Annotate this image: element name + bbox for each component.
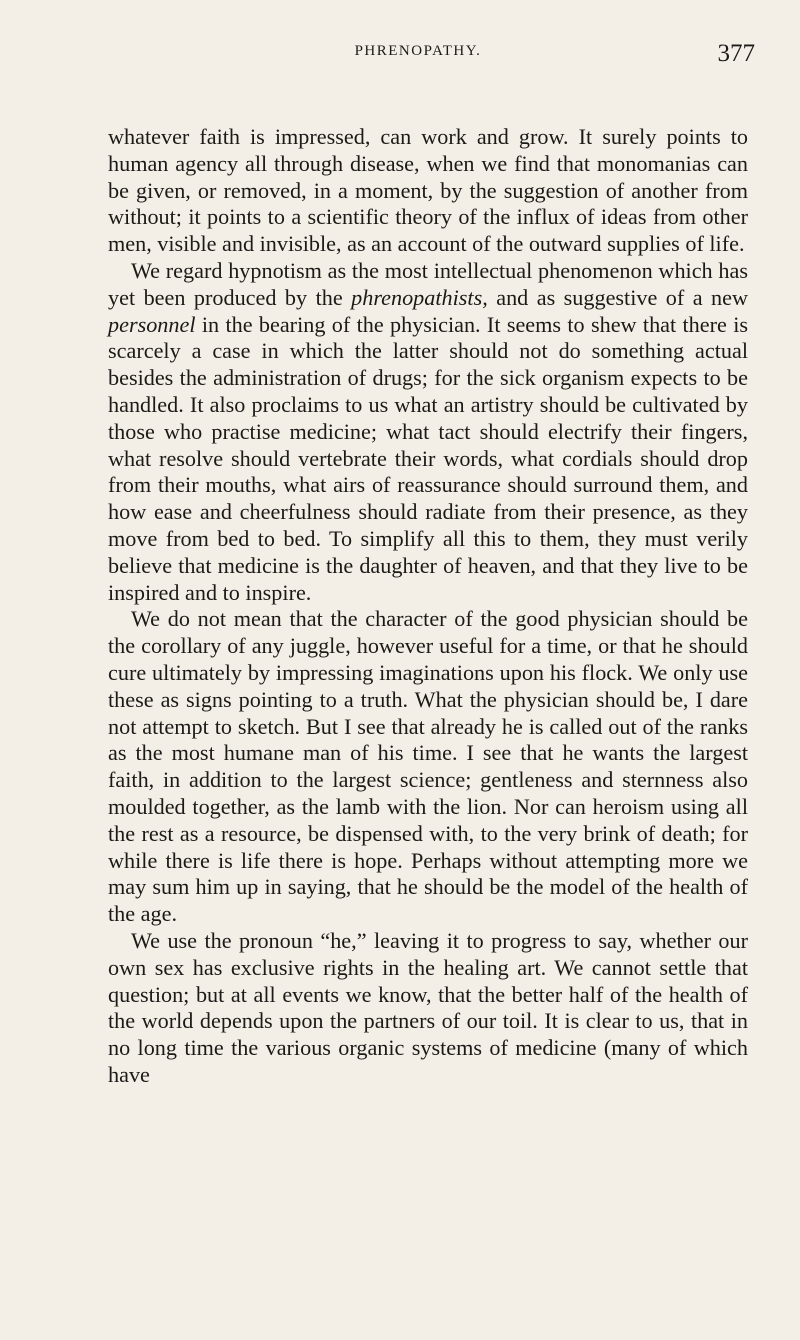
paragraph-continuation [108, 124, 748, 258]
paragraph-text: We use the pronoun “he,” leaving it to progress to say, whether our own sex has exclusive rights in the healing art. We cannot settle that question; but at all events we know, that the better half of the health of the world depends upon the partners of our toil. It is clear to us, that in no long time the various organic systems of medicine (many of which have [108, 927, 748, 1087]
page-number: 377 [717, 40, 755, 67]
paragraph-hypnotism [108, 258, 748, 606]
paragraph-physician-character [108, 606, 748, 928]
paragraph-text: and as suggestive of a new [487, 284, 748, 310]
paragraph-text: We do not mean that the character of the good physician should be the corollary of any juggle, however useful for a time, or that he should cure ultimately by impressing imaginations upon his flock. We only use these as signs pointing to a truth. What the physician should be, I dare not attempt to sketch. But I see that already he is called out of the ranks as the most humane man of his time. I see that he wants the largest faith, in addition to the largest science; gentleness and sternness also moulded together, as the lamb with the lion. Nor can heroism using all the rest as a resource, be dispensed with, to the very brink of death; for while there is life there is hope. Perhaps without attempting more we may sum him up in saying, that he should be the model of the health of the age. [108, 606, 748, 927]
paragraph-pronoun [108, 928, 748, 1089]
italic-term-phrenopathists: phrenopathists, [351, 284, 488, 310]
paragraph-text: whatever faith is impressed, can work and grow. It surely points to human agency all through disease, when we find that monomanias can be given, or removed, in a moment, by the suggestion of another from without; it points to a scientific theory of the influx of ideas from other men, visible and invisible, as an account of the outward supplies of life. [108, 124, 748, 257]
running-head [0, 40, 800, 70]
running-head-title: PHRENOPATHY. [354, 43, 482, 59]
body-text [108, 124, 748, 1089]
paragraph-text: in the bearing of the physician. It seems to shew that there is scarcely a case in which the latter should not do something actual besides the administration of drugs; for the sick organism expects to be handled. It also proclaims to us what an artistry should be cultivated by those who practise medicine; what tact should electrify their fingers, what resolve should vertebrate their words, what cordials should drop from their mouths, what airs of reassurance should surround them, and how ease and cheerfulness should radiate from their presence, as they move from bed to bed. To simplify all this to them, they must verily believe that medicine is the daughter of heaven, and that they live to be inspired and to inspire. [108, 311, 748, 605]
paragraph-text: We regard hypnotism as the most intellectual phenomenon which has yet been produced by the [108, 257, 748, 310]
italic-term-personnel: personnel [108, 311, 196, 337]
